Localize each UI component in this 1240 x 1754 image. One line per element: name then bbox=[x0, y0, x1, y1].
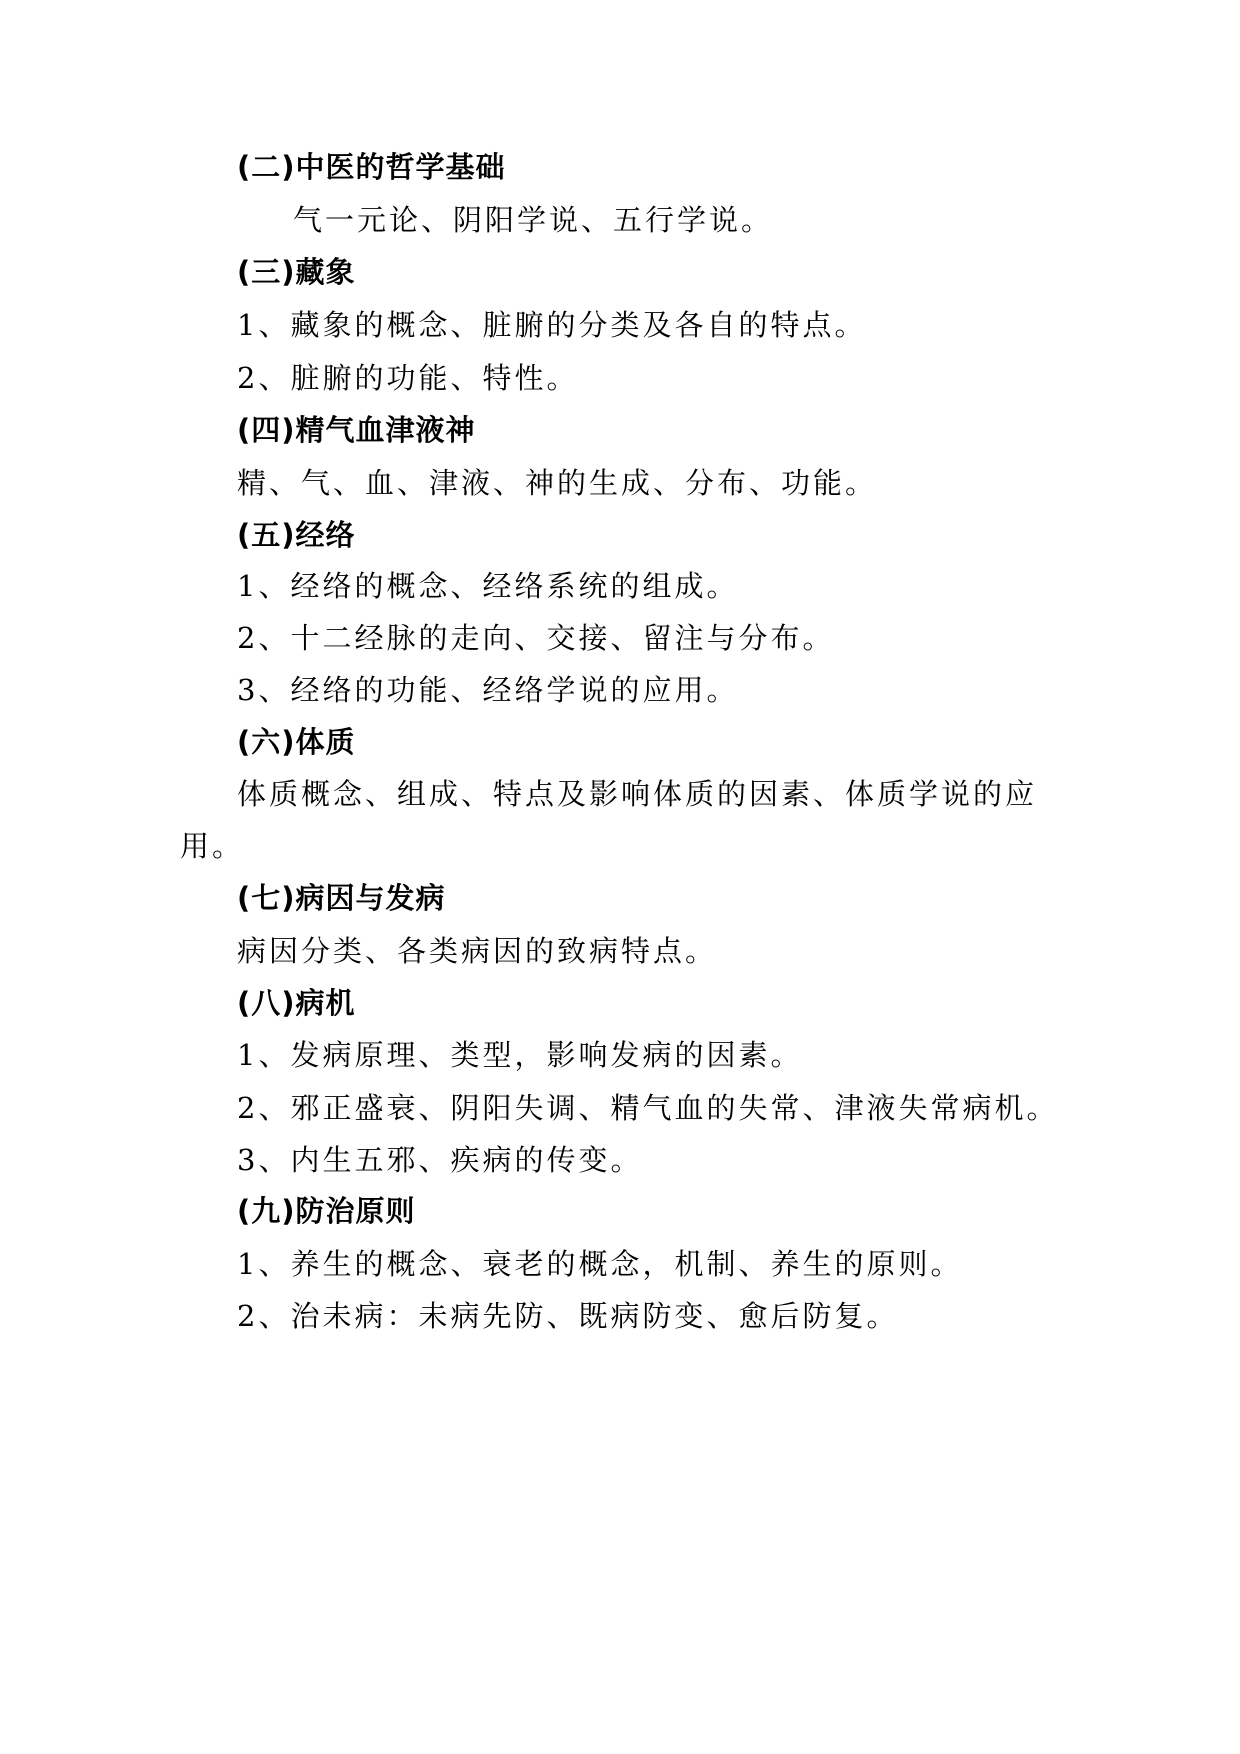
section-text: 1、经络的概念、经络系统的组成。 bbox=[237, 569, 739, 603]
section-text: 2、治未病：未病先防、既病防变、愈后防复。 bbox=[237, 1299, 899, 1333]
section-text: 气一元论、阴阳学说、五行学说。 bbox=[293, 203, 774, 237]
section-text: 1、发病原理、类型，影响发病的因素。 bbox=[237, 1038, 803, 1072]
section-heading-2: (二)中医的哲学基础 bbox=[237, 150, 506, 184]
section-heading-6: (六)体质 bbox=[237, 725, 356, 759]
section-text: 2、脏腑的功能、特性。 bbox=[237, 361, 579, 395]
section-heading-5: (五)经络 bbox=[237, 518, 356, 552]
section-text: 精、气、血、津液、神的生成、分布、功能。 bbox=[237, 466, 878, 500]
section-text: 2、邪正盛衰、阴阳失调、精气血的失常、津液失常病机。 bbox=[237, 1091, 1059, 1125]
section-heading-9: (九)防治原则 bbox=[237, 1194, 416, 1228]
section-text: 3、经络的功能、经络学说的应用。 bbox=[237, 673, 739, 707]
section-text: 3、内生五邪、疾病的传变。 bbox=[237, 1143, 643, 1177]
section-text: 1、藏象的概念、脏腑的分类及各自的特点。 bbox=[237, 308, 867, 342]
section-text: 1、养生的概念、衰老的概念，机制、养生的原则。 bbox=[237, 1247, 963, 1281]
section-text: 用。 bbox=[180, 829, 245, 863]
section-text: 病因分类、各类病因的致病特点。 bbox=[237, 934, 718, 968]
section-heading-8: (八)病机 bbox=[237, 986, 356, 1020]
section-heading-4: (四)精气血津液神 bbox=[237, 413, 476, 447]
section-text: 2、十二经脉的走向、交接、留注与分布。 bbox=[237, 621, 835, 655]
section-heading-3: (三)藏象 bbox=[237, 255, 356, 289]
section-text: 体质概念、组成、特点及影响体质的因素、体质学说的应 bbox=[237, 777, 1038, 811]
section-heading-7: (七)病因与发病 bbox=[237, 881, 446, 915]
